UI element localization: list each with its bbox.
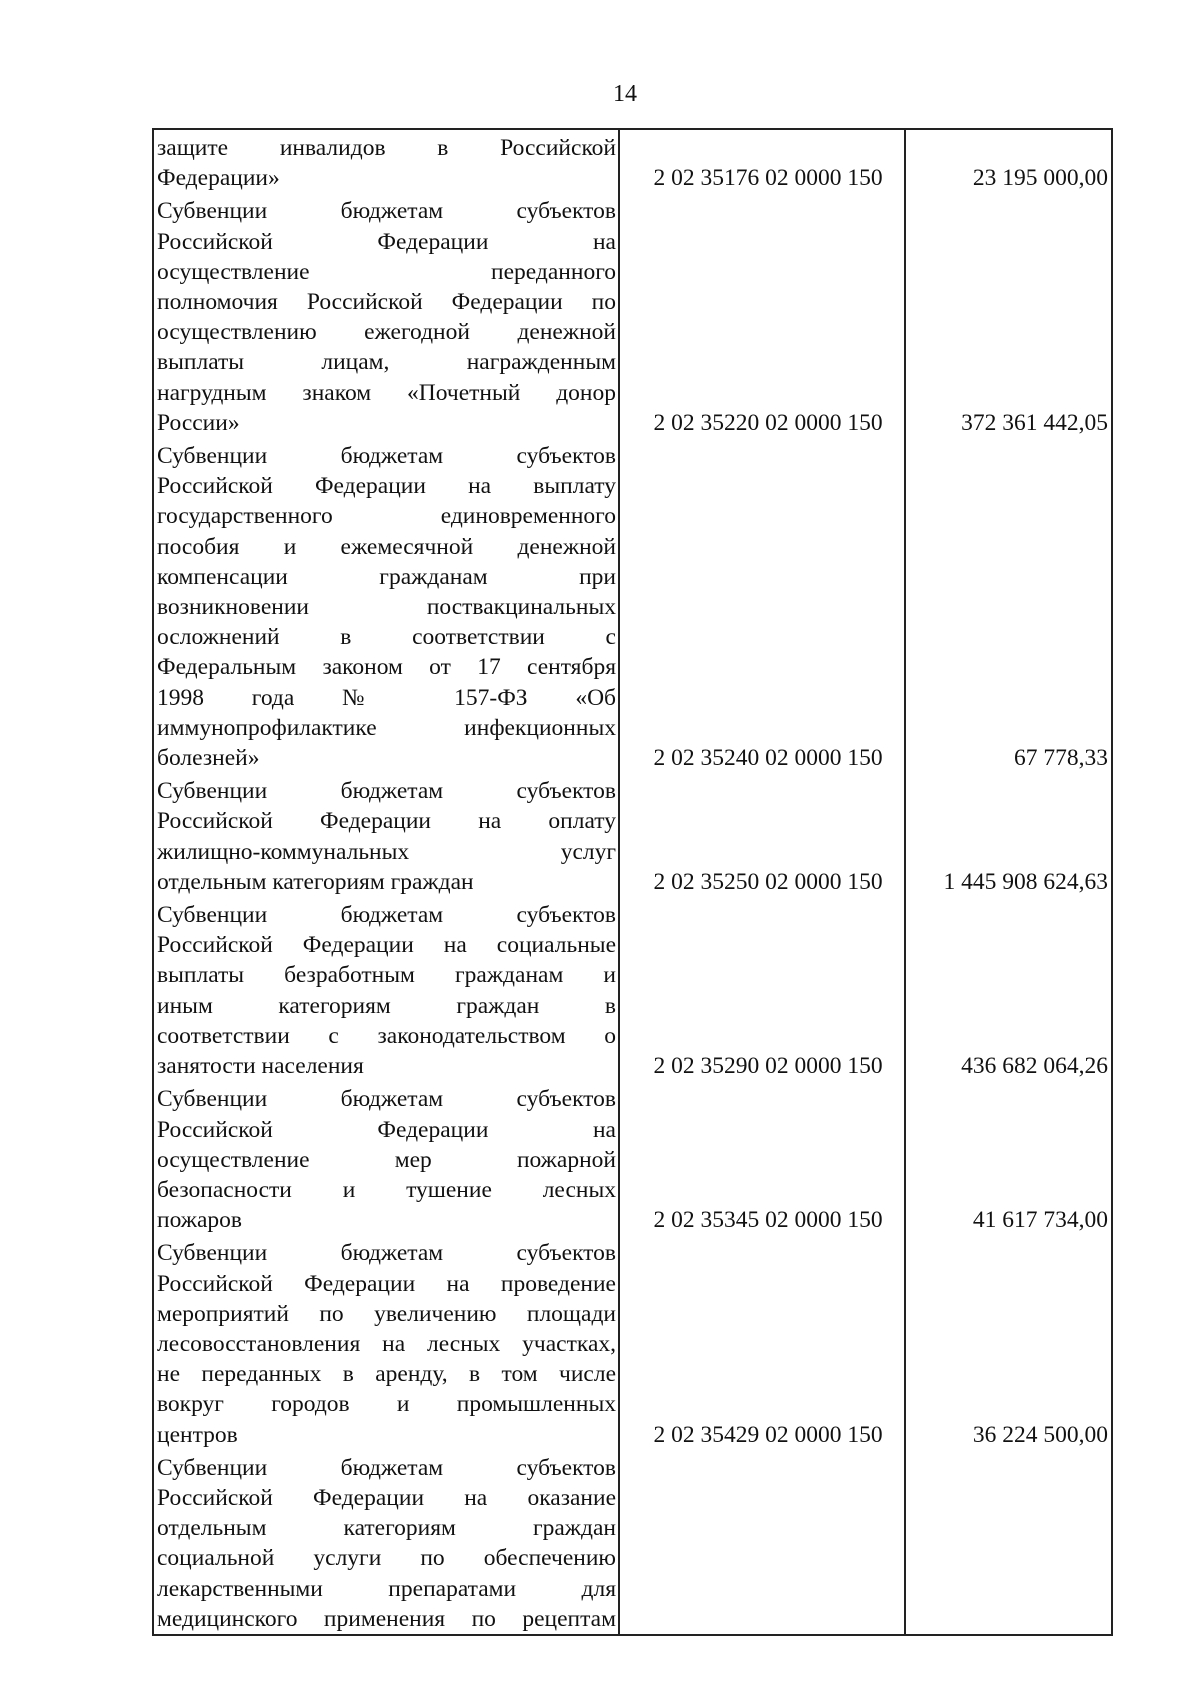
table-row <box>152 897 1113 1081</box>
row-budget-code <box>620 897 904 1081</box>
row-description <box>152 1235 620 1449</box>
description-line: вокруг городов и промышленных <box>157 1391 616 1418</box>
budget-code-text: 2 02 35220 02 0000 150 <box>653 409 883 436</box>
row-budget-code <box>620 193 904 438</box>
description-line: Субвенции бюджетам субъектов <box>157 778 616 805</box>
description-line: Субвенции бюджетам субъектов <box>157 1240 616 1267</box>
description-line: не переданных в аренду, в том числе <box>157 1361 616 1388</box>
description-line: жилищно-коммунальных услуг <box>157 838 616 865</box>
description-line: болезней» <box>157 745 260 772</box>
description-line: соответствии с законодательством о <box>157 1022 616 1049</box>
row-budget-code <box>620 1235 904 1449</box>
amount-text: 23 195 000,00 <box>972 165 1108 192</box>
description-line: Российской Федерации на оказание <box>157 1484 616 1511</box>
description-line: безопасности и тушение лесных <box>157 1176 616 1203</box>
row-amount <box>904 1081 1113 1235</box>
page-number: 14 <box>613 81 637 107</box>
row-amount <box>904 897 1113 1081</box>
table-row <box>152 193 1113 438</box>
description-line: Российской Федерации на оплату <box>157 808 616 835</box>
description-line: иным категориям граждан в <box>157 992 616 1019</box>
description-line: Российской Федерации на проведение <box>157 1270 616 1297</box>
row-amount <box>904 130 1113 193</box>
description-line: полномочия Российской Федерации по <box>157 289 616 316</box>
description-line: Российской Федерации на социальные <box>157 932 616 959</box>
row-budget-code <box>620 438 904 773</box>
table-row <box>152 130 1113 193</box>
budget-code-text: 2 02 35345 02 0000 150 <box>653 1207 883 1234</box>
budget-code-text: 2 02 35176 02 0000 150 <box>653 165 883 192</box>
amount-text: 372 361 442,05 <box>961 409 1108 436</box>
row-description <box>152 1450 620 1634</box>
description-line: Российской Федерации на выплату <box>157 473 616 500</box>
row-description <box>152 773 620 897</box>
description-line: социальной услуги по обеспечению <box>157 1545 616 1572</box>
amount-text: 36 224 500,00 <box>972 1421 1108 1448</box>
description-line: Субвенции бюджетам субъектов <box>157 198 616 225</box>
description-line: занятости населения <box>157 1053 364 1080</box>
description-line: осуществление переданного <box>157 258 616 285</box>
amount-text: 41 617 734,00 <box>972 1207 1108 1234</box>
amount-text: 67 778,33 <box>1014 745 1108 772</box>
description-line: мероприятий по увеличению площади <box>157 1300 616 1327</box>
description-line: пожаров <box>157 1207 243 1234</box>
description-line: компенсации гражданам при <box>157 563 616 590</box>
budget-code-text: 2 02 35240 02 0000 150 <box>653 745 883 772</box>
description-line: нагрудным знаком «Почетный донор <box>157 379 616 406</box>
description-line: возникновении поствакцинальных <box>157 594 616 621</box>
description-line: осложнений в соответствии с <box>157 624 616 651</box>
row-amount <box>904 438 1113 773</box>
amount-text: 436 682 064,26 <box>961 1053 1108 1080</box>
description-line: осуществлению ежегодной денежной <box>157 319 616 346</box>
row-amount <box>904 193 1113 438</box>
table-row <box>152 438 1113 773</box>
description-line: Федерации» <box>157 165 280 192</box>
description-line: лекарственными препаратами для <box>157 1575 616 1602</box>
budget-code-text: 2 02 35250 02 0000 150 <box>653 868 883 895</box>
row-budget-code <box>620 1081 904 1235</box>
description-line: отдельным категориям граждан <box>157 1515 616 1542</box>
description-line: Субвенции бюджетам субъектов <box>157 902 616 929</box>
description-line: отдельным категориям граждан <box>157 868 474 895</box>
description-line: 1998 года № 157-ФЗ «Об <box>157 684 616 711</box>
budget-code-text: 2 02 35429 02 0000 150 <box>653 1421 883 1448</box>
row-description <box>152 1081 620 1235</box>
description-line: лесовосстановления на лесных участках, <box>157 1330 616 1357</box>
table-row <box>152 773 1113 897</box>
description-line: Российской Федерации на <box>157 1116 616 1143</box>
row-description <box>152 897 620 1081</box>
description-line: государственного единовременного <box>157 503 616 530</box>
description-line: выплаты лицам, награжденным <box>157 349 616 376</box>
row-description <box>152 130 620 193</box>
description-line: Российской Федерации на <box>157 228 616 255</box>
table-row <box>152 1081 1113 1235</box>
row-budget-code <box>620 130 904 193</box>
row-description <box>152 438 620 773</box>
amount-text: 1 445 908 624,63 <box>943 868 1108 895</box>
description-line: России» <box>157 409 240 436</box>
description-line: Федеральным законом от 17 сентября <box>157 654 616 681</box>
row-amount <box>904 1450 1113 1634</box>
row-budget-code <box>620 1450 904 1634</box>
description-line: Субвенции бюджетам субъектов <box>157 1086 616 1113</box>
budget-table <box>152 128 1113 1636</box>
description-line: медицинского применения по рецептам <box>157 1605 616 1632</box>
row-amount <box>904 773 1113 897</box>
table-row <box>152 1450 1113 1634</box>
budget-code-text: 2 02 35290 02 0000 150 <box>653 1053 883 1080</box>
description-line: центров <box>157 1421 238 1448</box>
description-line: иммунопрофилактике инфекционных <box>157 714 616 741</box>
table-row <box>152 1235 1113 1449</box>
description-line: выплаты безработным гражданам и <box>157 962 616 989</box>
description-line: Субвенции бюджетам субъектов <box>157 443 616 470</box>
row-amount <box>904 1235 1113 1449</box>
description-line: осуществление мер пожарной <box>157 1146 616 1173</box>
row-description <box>152 193 620 438</box>
description-line: защите инвалидов в Российской <box>157 135 616 161</box>
row-budget-code <box>620 773 904 897</box>
description-line: Субвенции бюджетам субъектов <box>157 1454 616 1481</box>
description-line: пособия и ежемесячной денежной <box>157 533 616 560</box>
